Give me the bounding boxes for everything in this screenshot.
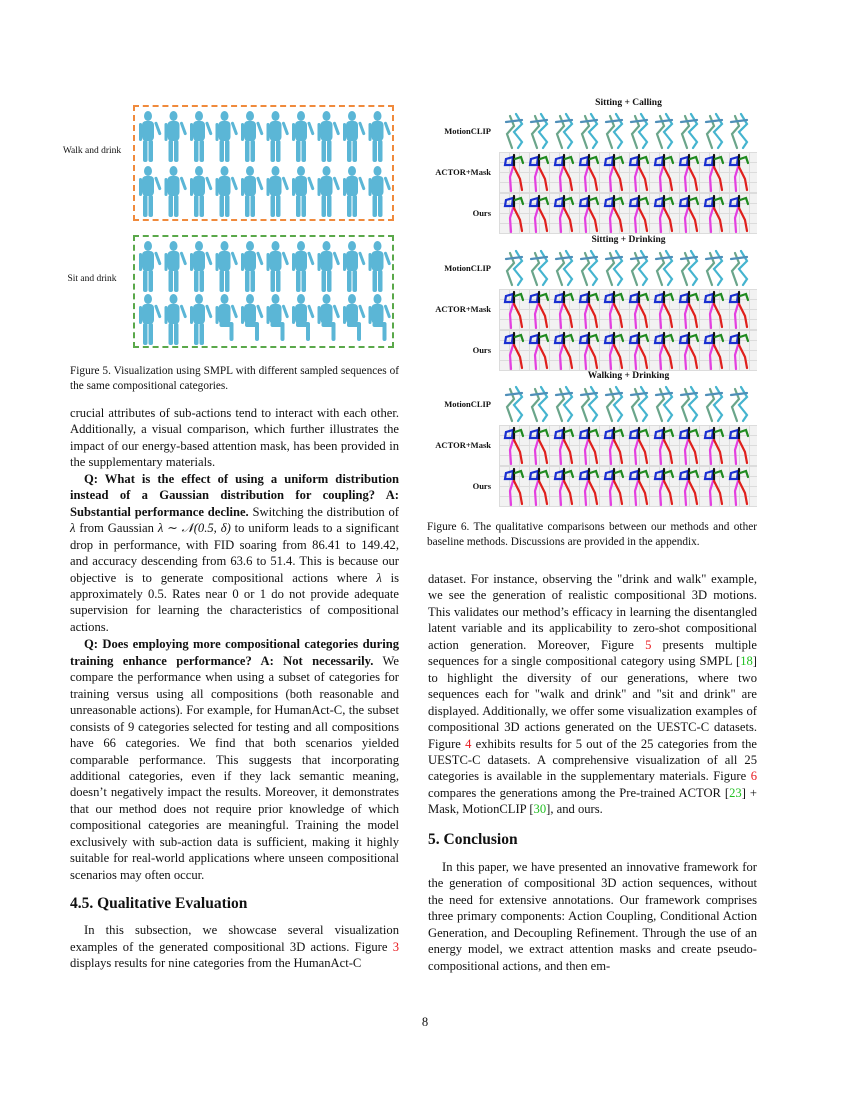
fig5-row-label: Walk and drink	[62, 146, 122, 156]
text-run: ] to highlight the diversity of our generations, where two sequences each for "walk and drink" and "sit and drink" are displayed. Additionally, we offer some visualization examples of compositional 3D actions generated on the UESTC-C datasets. Figure	[428, 654, 757, 751]
skeleton-figure	[631, 387, 647, 421]
skeleton-figure	[605, 333, 623, 369]
text-run: dataset. For instance, observing the "drink and walk" example, we see the generation of realistic compositional 3D motions. This validates our method’s efficacy in learning the disentangled latent variable and its applicability to zero-shot compositional action generation. Moreover, Figure	[428, 572, 757, 652]
skeleton-figure	[505, 333, 523, 369]
paragraph-uniform-distribution	[70, 471, 399, 636]
text-run: In this subsection, we showcase several visualization examples of the generated compositional 3D actions. Figure	[70, 923, 399, 954]
skeleton-figure	[655, 196, 673, 232]
skeleton-figure	[706, 251, 722, 285]
fig6-row-label: Ours	[472, 208, 491, 218]
skeleton-figure	[630, 333, 648, 369]
skeleton-figure	[655, 333, 673, 369]
skeleton-figure	[555, 469, 573, 505]
skeleton-figure	[630, 155, 648, 191]
section-heading: 4.5. Qualitative Evaluation	[70, 895, 248, 913]
skeleton-figure	[605, 155, 623, 191]
skeleton-figure	[731, 114, 747, 148]
skeleton-figure	[580, 196, 598, 232]
skeleton-figure	[656, 114, 672, 148]
skeleton-figure	[505, 428, 523, 464]
skeleton-figure	[705, 428, 723, 464]
skeleton-figure	[555, 292, 573, 328]
skeleton-figure	[681, 387, 697, 421]
citation-link[interactable]: 30	[533, 802, 547, 817]
skeleton-figure	[655, 428, 673, 464]
skeleton-figure	[655, 155, 673, 191]
skeleton-figure	[705, 333, 723, 369]
skeleton-figure	[680, 333, 698, 369]
right-column	[428, 571, 757, 974]
skeleton-figure	[581, 251, 597, 285]
skeleton-figure	[730, 155, 748, 191]
text-run: We compare the performance when using a subset of categories for training versus using all compositions (both reasonable and unreasonable actions). For example, for HumanAct-C, the subset consists of 9 categories selected for testing and all compositions have 66 categories. We find that both scenarios yielded comparable performance. This suggests that incorporating additional categories, even if they lack semantic meaning, doesn’t negatively impact the results. Moreover, it demonstrates that our method does not require prior knowledge of which compositional categories are meaningful. Training the model exclusively with sub-action data is sufficient, making it highly suitable for real-world applications where unseen compositional scenarios may often occur.	[70, 653, 400, 882]
fig6-row-label: MotionCLIP	[444, 399, 491, 409]
skeleton-figure	[506, 251, 522, 285]
paragraph	[70, 922, 399, 971]
skeleton-figure	[606, 251, 622, 285]
figure-5-caption: Figure 5. Visualization using SMPL with different sampled sequences of the same compositional categories.	[70, 365, 399, 392]
skeleton-figure	[705, 196, 723, 232]
skeleton-figure	[555, 155, 573, 191]
skeleton-figure	[605, 292, 623, 328]
skeleton-figure	[530, 292, 548, 328]
skeleton-figure	[681, 114, 697, 148]
skeleton-figure	[580, 428, 598, 464]
skeleton-figure	[730, 292, 748, 328]
left-column	[70, 405, 399, 972]
skeleton-figure	[506, 114, 522, 148]
figure-link[interactable]: 3	[392, 939, 399, 954]
text-run: crucial attributes of sub-actions tend to interact with each other. Additionally, a visual comparison, which further illustrates the impact of our energy-based attention mask, has been provided in the supplementary materials.	[70, 406, 399, 470]
skeleton-figure	[530, 155, 548, 191]
section-heading: 5. Conclusion	[428, 830, 518, 848]
skeleton-figure	[505, 155, 523, 191]
fig5-row-label: Sit and drink	[67, 274, 117, 284]
skeleton-figure	[531, 114, 547, 148]
skeleton-figure	[731, 387, 747, 421]
skeleton-figure	[531, 251, 547, 285]
text-run: ], and ours.	[546, 802, 603, 817]
paragraph	[428, 571, 757, 818]
text-run: exhibits results for 5 out of the 25 categories from the UESTC-C datasets. A comprehensive visualization of all 25 categories is available in the supplementary materials. Figure	[428, 736, 757, 784]
text-run: Switching the distribution of	[248, 504, 400, 519]
skeleton-figure	[605, 428, 623, 464]
paragraph	[428, 859, 757, 974]
skeleton-figure	[705, 469, 723, 505]
text-run: λ ∼ 𝒩(0.5, δ)	[157, 521, 231, 536]
skeleton-figure	[506, 387, 522, 421]
bold-question: Q: What is the effect of using a uniform distribution instead of a Gaussian distribution for coupling? A: Substantial performance decline.	[70, 471, 399, 519]
text-run: In this paper, we have presented an innovative framework for the generation of compositional 3D action sequences, without the need for extensive annotations. Our framework comprises three primary components: Action Coupling, Conditional Action Generation, and Decoupling Refinement. Through the use of an energy model, we extract attention masks and create pseudo-compositional actions, and then em-	[428, 859, 757, 973]
fig6-row-label: Ours	[472, 481, 491, 491]
skeleton-figure	[580, 333, 598, 369]
citation-link[interactable]: 18	[740, 654, 753, 669]
skeleton-figure	[581, 387, 597, 421]
citation-link[interactable]: 23	[729, 785, 742, 800]
text-run: compares the generations among the Pre-trained ACTOR [	[428, 785, 730, 800]
skeleton-figure	[556, 114, 572, 148]
paragraph-more-categories	[70, 636, 399, 883]
skeleton-figure	[555, 333, 573, 369]
fig6-group-title: Sitting + Calling	[595, 98, 662, 108]
fig6-row-label: MotionCLIP	[444, 263, 491, 273]
skeleton-figure	[530, 333, 548, 369]
skeleton-figure	[505, 292, 523, 328]
skeleton-figure	[705, 292, 723, 328]
fig6-row-label: ACTOR+Mask	[435, 167, 491, 177]
skeleton-figure	[505, 469, 523, 505]
text-run: ] + Mask, MotionCLIP [	[428, 785, 757, 817]
fig6-row-label: ACTOR+Mask	[435, 304, 491, 314]
text-run: displays results for nine categories from the HumanAct-C	[70, 956, 362, 971]
paragraph	[70, 405, 399, 471]
fig6-row-label: Ours	[472, 345, 491, 355]
page-number: 8	[421, 1015, 429, 1029]
skeleton-figure	[680, 292, 698, 328]
skeleton-figure	[580, 469, 598, 505]
figure-link[interactable]: 5	[645, 637, 652, 652]
skeleton-figure	[555, 196, 573, 232]
skeleton-figure	[580, 292, 598, 328]
skeleton-figure	[655, 292, 673, 328]
skeleton-figure	[580, 155, 598, 191]
skeleton-figure	[606, 387, 622, 421]
skeleton-figure	[556, 251, 572, 285]
fig6-row-label: MotionCLIP	[444, 126, 491, 136]
skeleton-figure	[581, 114, 597, 148]
skeleton-figure	[555, 428, 573, 464]
skeleton-figure	[680, 196, 698, 232]
skeleton-figure	[631, 251, 647, 285]
skeleton-figure	[605, 469, 623, 505]
bold-question: Q: Does employing more compositional categories during training enhance performance? A: Not necessarily.	[70, 637, 399, 668]
skeleton-figure	[680, 469, 698, 505]
text-run: from Gaussian	[75, 521, 158, 536]
skeleton-figure	[606, 114, 622, 148]
skeleton-figure	[655, 469, 673, 505]
figure-link[interactable]: 6	[750, 769, 757, 784]
figure-6-caption: Figure 6. The qualitative comparisons between our methods and other baseline methods. Discussions are provided in the appendix.	[427, 521, 757, 548]
skeleton-figure	[730, 469, 748, 505]
skeleton-figure	[680, 428, 698, 464]
skeleton-figure	[530, 196, 548, 232]
fig6-group-title: Sitting + Drinking	[591, 235, 666, 245]
text-run: λ	[70, 521, 76, 536]
skeleton-figure	[530, 469, 548, 505]
skeleton-figure	[530, 428, 548, 464]
skeleton-figure	[556, 387, 572, 421]
skeleton-figure	[705, 155, 723, 191]
skeleton-figure	[605, 196, 623, 232]
fig6-row-label: ACTOR+Mask	[435, 440, 491, 450]
skeleton-figure	[706, 387, 722, 421]
skeleton-figure	[730, 428, 748, 464]
skeleton-figure	[681, 251, 697, 285]
skeleton-figure	[630, 428, 648, 464]
skeleton-figure	[731, 251, 747, 285]
figure-link[interactable]: 4	[465, 736, 472, 751]
skeleton-figure	[630, 196, 648, 232]
fig6-group-title: Walking + Drinking	[587, 371, 670, 381]
skeleton-figure	[630, 469, 648, 505]
text-run: λ	[376, 570, 382, 585]
skeleton-figure	[656, 251, 672, 285]
skeleton-figure	[730, 333, 748, 369]
skeleton-figure	[680, 155, 698, 191]
text-run: to uniform leads to a significant drop in performance, with FID soaring from 86.41 to 149.42, and accuracy descending from 63.6 to 51.4. This is because our objective is to generate compositional actions where	[70, 521, 399, 585]
skeleton-figure	[631, 114, 647, 148]
skeleton-figure	[630, 292, 648, 328]
skeleton-figure	[505, 196, 523, 232]
skeleton-figure	[706, 114, 722, 148]
skeleton-figure	[531, 387, 547, 421]
text-run: is approximately 0.5. Rates near 0 or 1 do not provide adequate supervision for learning the characteristics of compositional actions.	[70, 570, 399, 634]
text-run: presents multiple sequences for a single compositional category using SMPL [	[428, 637, 758, 669]
skeleton-figure	[656, 387, 672, 421]
skeleton-figure	[730, 196, 748, 232]
